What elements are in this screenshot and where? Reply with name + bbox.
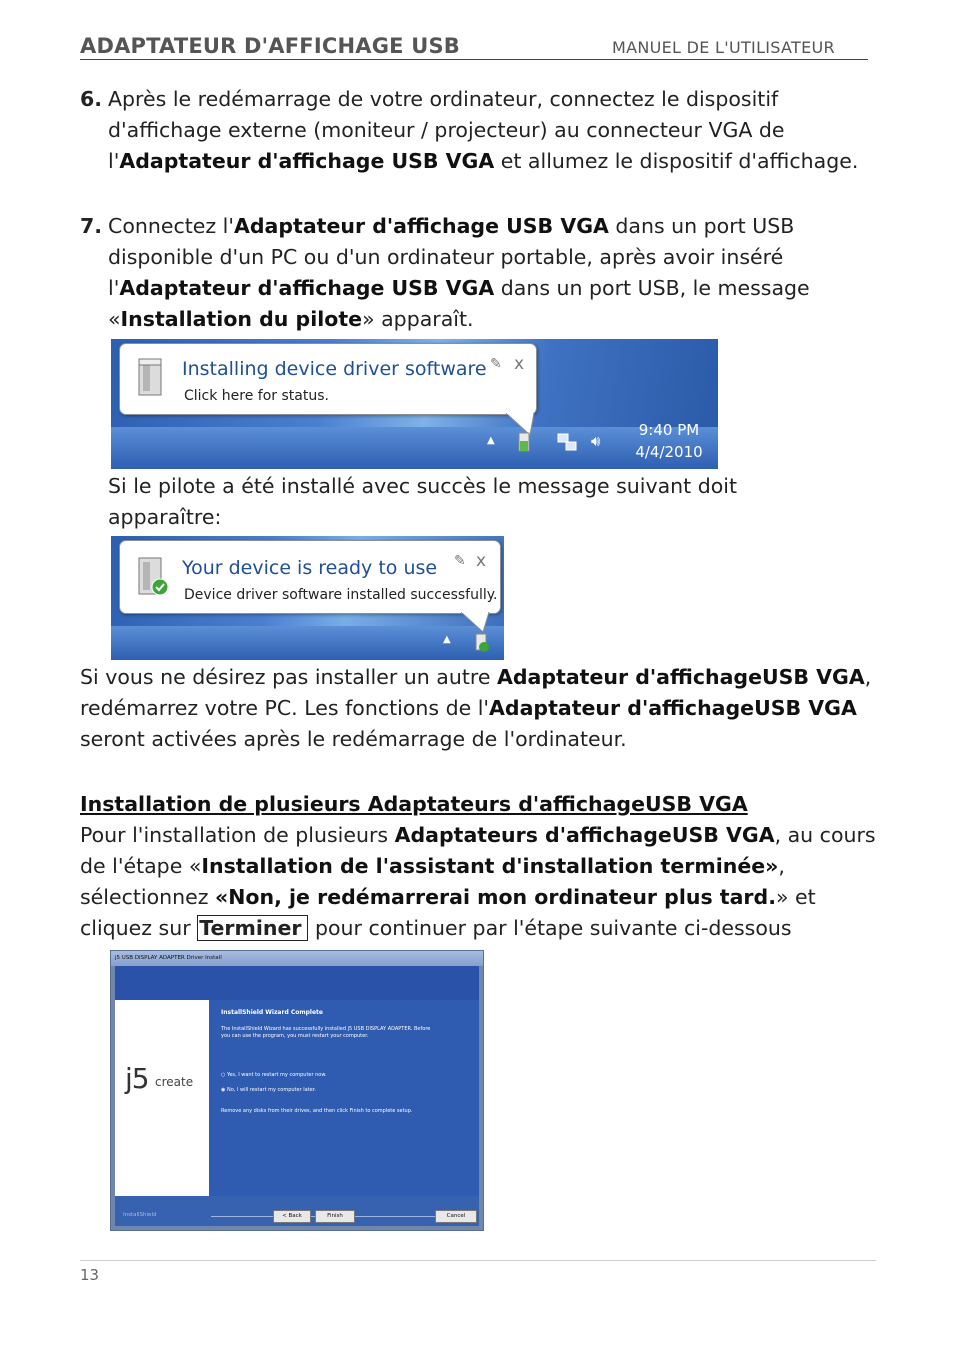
step-number: 7. (80, 214, 103, 238)
success-caption: Si le pilote a été installé avec succès le message suivant doit apparaître: (108, 474, 737, 529)
show-hidden-icons-arrow[interactable]: ▲ (487, 435, 495, 446)
clock-time[interactable]: 9:40 PM (638, 421, 700, 439)
balloon-title: Installing device driver software (182, 358, 487, 380)
driver-install-tray-icon[interactable] (516, 431, 532, 453)
radio-selected-icon[interactable]: ◉ (221, 1087, 226, 1093)
balloon-subtitle: Device driver software installed successfully. (184, 587, 498, 603)
taskbar (111, 427, 718, 469)
footer-divider (80, 1260, 876, 1261)
device-ready-tray-icon[interactable] (473, 632, 491, 654)
volume-icon[interactable]: 🔊︎ (591, 432, 601, 450)
balloon-title: Your device is ready to use (182, 557, 438, 579)
installer-screenshot (110, 950, 484, 1231)
restart-now-option[interactable]: ○ Yes, I want to restart my computer now. (221, 1072, 327, 1078)
clock-date[interactable]: 4/4/2010 (635, 443, 703, 461)
section-text: Pour l'installation de plusieurs Adaptateurs d'affichageUSB VGA, au cours de l'étape «Installation de l'assistant d'installation terminée», sélectionnez «Non, je redémarrerai mon ordinateur plus tard.» et cliquez sur Terminer pour continuer par l'étape suivante ci-dessous (80, 823, 876, 940)
finish-button[interactable]: Finish (315, 1210, 355, 1223)
back-button[interactable]: < Back (273, 1210, 311, 1223)
manual-label: MANUEL DE L'UTILISATEUR (612, 38, 835, 57)
document-title: ADAPTATEUR D'AFFICHAGE USB (80, 34, 460, 58)
show-hidden-icons-arrow[interactable]: ▲ (443, 634, 451, 645)
installing-driver-screenshot (111, 339, 718, 469)
installer-button-bar (115, 1196, 479, 1226)
step-6 (80, 84, 880, 177)
device-ready-screenshot (111, 536, 504, 660)
installer-logo-panel (115, 1000, 209, 1196)
close-icon[interactable]: x (514, 354, 525, 374)
header-divider (80, 59, 868, 60)
restart-paragraph: Si vous ne désirez pas installer un autre Adaptateur d'affichageUSB VGA, redémarrez votre PC. Les fonctions de l'Adaptateur d'affichageUSB VGA seront activées après le redémarrage de l'ordinateur. (80, 665, 872, 751)
installer-main-panel (209, 1000, 479, 1196)
balloon-subtitle: Click here for status. (184, 388, 329, 404)
device-ready-icon (134, 555, 170, 599)
step-7 (80, 211, 880, 335)
step-text: Après le redémarrage de votre ordinateur, connectez le dispositif d'affichage externe (moniteur / projecteur) au connecteur VGA de l'Adaptateur d'affichage USB VGA et allumez le dispositif d'affichage. (108, 87, 859, 173)
close-icon[interactable]: x (476, 551, 487, 571)
balloon-tail (461, 612, 491, 634)
device-icon (134, 356, 170, 400)
step-text: Connectez l'Adaptateur d'affichage USB VGA dans un port USB disponible d'un PC ou d'un ordinateur portable, après avoir inséré l'Adaptateur d'affichage USB VGA dans un port USB, le message «Installation du pilote» apparaît. (108, 214, 810, 331)
wizard-description: The InstallShield Wizard has successfully installed j5 USB DISPLAY ADAPTER. Before you can use the program, you must restart your computer. (221, 1026, 431, 1039)
create-logo: create (155, 1075, 194, 1089)
notification-balloon[interactable] (119, 540, 501, 614)
terminer-highlight: Terminer (197, 915, 308, 941)
installshield-brand: InstallShield (123, 1212, 157, 1218)
radio-unselected-icon[interactable]: ○ (221, 1072, 226, 1078)
pin-icon[interactable]: ✎ (490, 356, 502, 372)
j5-logo: j5 (125, 1062, 149, 1095)
pin-icon[interactable]: ✎ (454, 553, 466, 569)
multiple-install-section (80, 789, 880, 944)
restart-later-option[interactable]: ◉ No, I will restart my computer later. (221, 1087, 316, 1093)
notification-balloon[interactable] (119, 343, 537, 415)
installer-top-band (115, 966, 479, 1000)
cancel-button[interactable]: Cancel (435, 1210, 477, 1223)
wizard-heading: InstallShield Wizard Complete (221, 1009, 323, 1016)
page-number: 13 (80, 1266, 100, 1284)
installer-title-bar: j5 USB DISPLAY ADAPTER Driver Install (111, 951, 483, 966)
section-heading: Installation de plusieurs Adaptateurs d'affichageUSB VGA (80, 792, 748, 816)
network-icon[interactable] (557, 433, 579, 453)
remove-disks-text: Remove any disks from their drives, and then click Finish to complete setup. (221, 1108, 413, 1114)
step-number: 6. (80, 87, 103, 111)
